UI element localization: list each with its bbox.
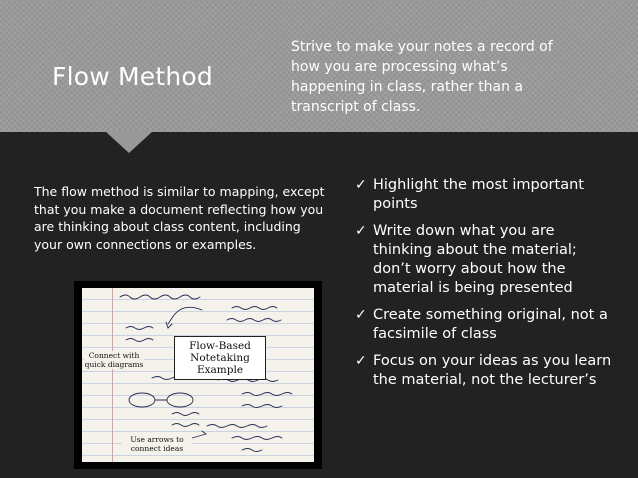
notes-example-figure: [74, 281, 322, 469]
intro-paragraph: The flow method is similar to mapping, except that you make a document reflecting how you are thinking about class content, including your own connections or examples.: [34, 184, 325, 252]
slide-subtitle: Strive to make your notes a record of how you are processing what’s happening in class, rather than a transcript of class.: [291, 39, 553, 115]
checkmark-icon: ✓: [355, 353, 367, 369]
bullet-list: [355, 176, 615, 398]
checkmark-icon: ✓: [355, 223, 367, 239]
figure-title-box: Flow-Based Notetaking Example: [174, 336, 266, 380]
slide-title: Flow Method: [52, 62, 213, 91]
callout-use-arrows: Use arrows to connect ideas: [122, 435, 192, 453]
bullet-text: Create something original, not a facsimile of class: [373, 307, 608, 342]
checkmark-icon: ✓: [355, 307, 367, 323]
bullet-item: [355, 176, 615, 214]
bullet-item: [355, 352, 615, 390]
bullet-text: Write down what you are thinking about the material; don’t worry about how the material is being presented: [373, 223, 577, 296]
checkmark-icon: ✓: [355, 177, 367, 193]
bullet-item: [355, 306, 615, 344]
bullet-item: [355, 222, 615, 298]
notebook-paper: [82, 288, 314, 462]
callout-connect-diagrams: Connect with quick diagrams: [84, 351, 144, 369]
banner-notch: [105, 131, 153, 153]
bullet-text: Highlight the most important points: [373, 177, 584, 212]
bullet-text: Focus on your ideas as you learn the material, not the lecturer’s: [373, 353, 612, 388]
